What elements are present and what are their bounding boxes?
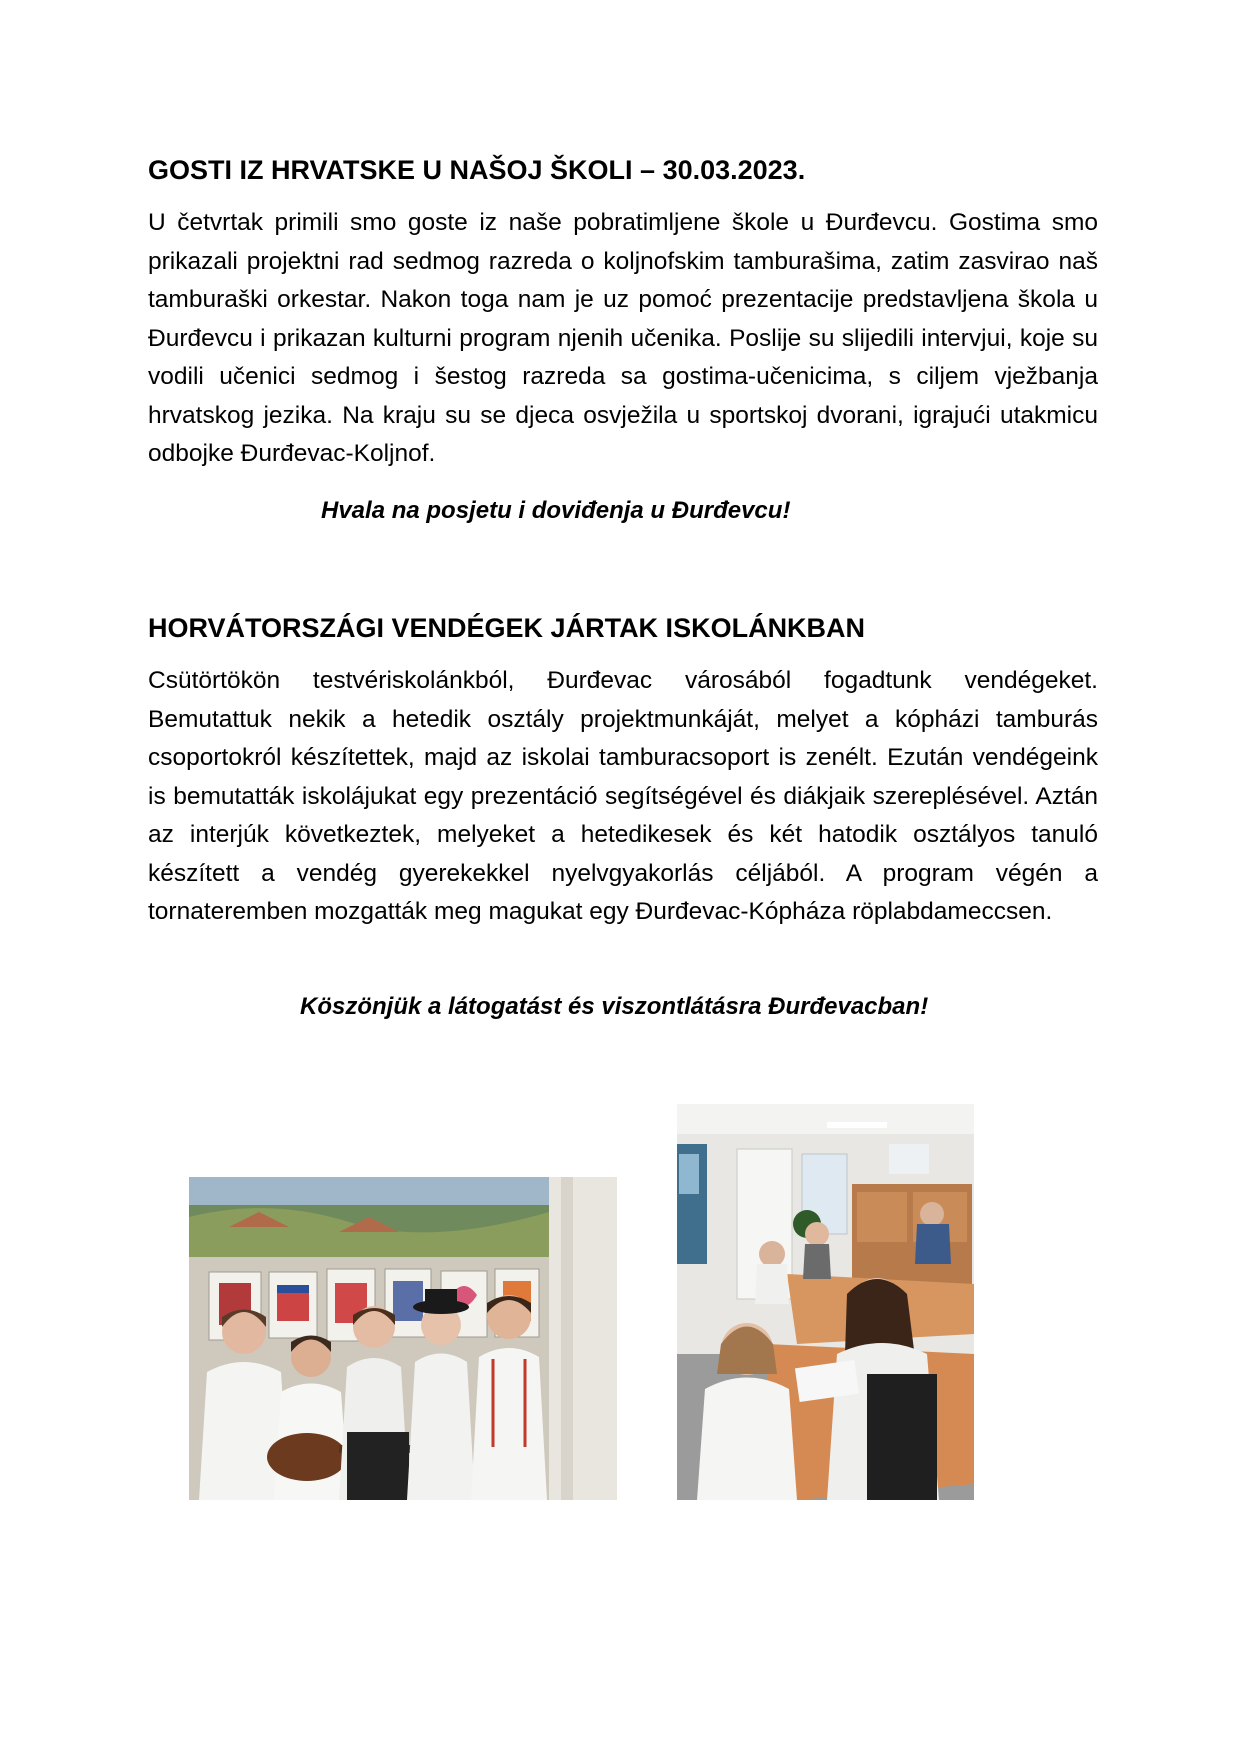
croatian-title: GOSTI IZ HRVATSKE U NAŠOJ ŠKOLI – 30.03.2023. <box>148 155 806 185</box>
classroom-photo <box>677 1104 974 1500</box>
croatian-body: U četvrtak primili smo goste iz naše pobratimljene škole u Đurđevcu. Gostima smo prikazali projektni rad sedmog razreda o koljnofskim tamburašima, zatim zasvirao naš tamburaški orkestar. Nakon toga nam je uz pomoć prezentacije predstavljena škola u Đurđevcu i prikazan kulturni program njenih učenika. Poslije su slijedili intervjui, koje su vodili učenici sedmog i šestog razreda sa gostima-učenicima, s ciljem vježbanja hrvatskog jezika. Na kraju su se djeca osvježila u sportskoj dvorani, igrajući utakmicu odbojke Đurđevac-Koljnof. <box>148 209 1098 467</box>
group-photo <box>189 1177 617 1500</box>
hungarian-body: Csütörtökön testvériskolánkból, Đurđevac városából fogadtunk vendégeket. Bemutattuk nekik a hetedik osztály projektmunkáját, melyet a kópházi tamburás csoportokról készítettek, majd az iskolai tamburacsoport is zenélt. Ezután vendégeink is bemutatták iskolájukat egy prezentáció segítségével és diákjaik szereplésével. Aztán az interjúk következtek, melyeket a hetedikesek és két hatodik osztályos tanuló készített a vendég gyerekekkel nyelvgyakorlás céljából. A program végén a tornateremben mozgatták meg magukat egy Đurđevac-Kópháza röplabdameccsen. <box>148 667 1098 925</box>
croatian-closing: Hvala na posjetu i doviđenja u Đurđevcu! <box>321 497 791 524</box>
hungarian-title: HORVÁTORSZÁGI VENDÉGEK JÁRTAK ISKOLÁNKBAN <box>148 613 866 643</box>
hungarian-closing: Köszönjük a látogatást és viszontlátásra Đurđevacban! <box>300 993 929 1020</box>
